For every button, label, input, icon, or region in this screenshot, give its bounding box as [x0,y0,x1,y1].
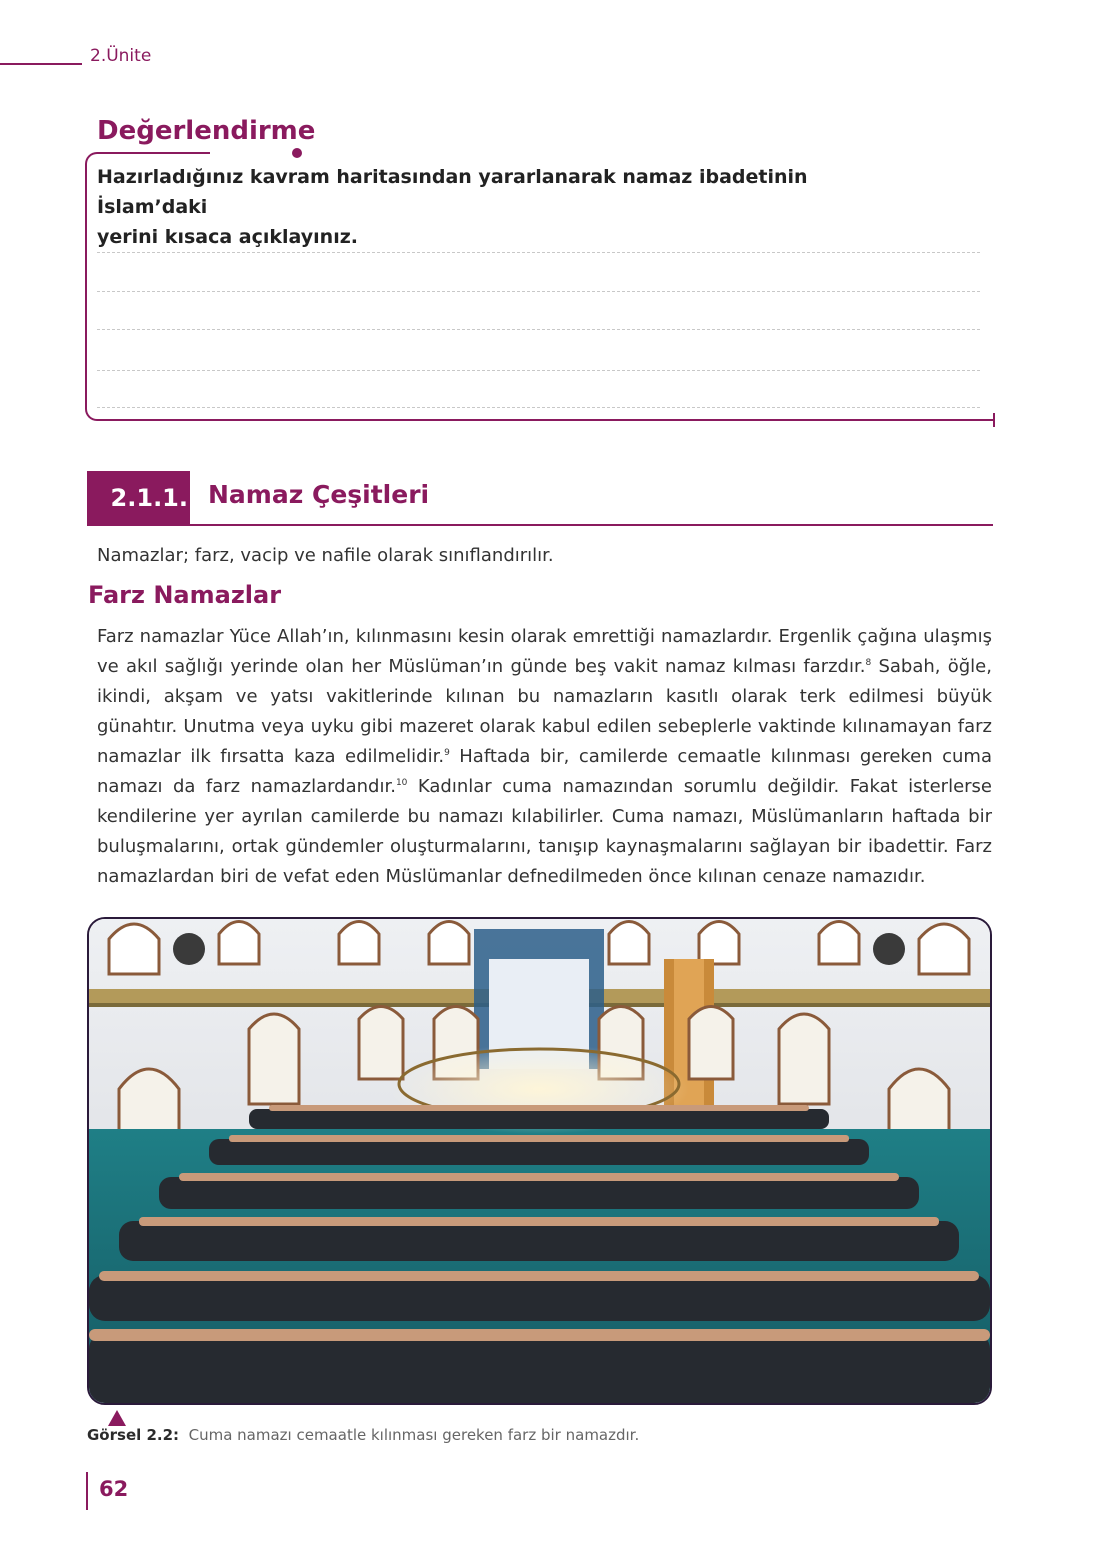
footnote-9[interactable]: 9 [444,748,450,758]
body-paragraph [97,622,992,892]
answer-line-5[interactable] [97,407,980,408]
section-title: Namaz Çeşitleri [208,480,430,509]
figure-caption [87,1426,639,1444]
unit-label: 2.Ünite [90,46,152,66]
mosque-prayer-photo [87,917,992,1405]
section-rule [190,524,993,526]
para-part-4: Kadınlar cuma namazından sorumlu değildir. Fakat isterlerse kendilerine yer ayrılan camilerde bu namazı kılabilirler. Cuma namazı, Müslümanların haftada bir buluşmalarını, ortak gündemler oluşturmalarını, tanışıp kaynaşmalarını sağlayan bir ibadettir. Farz namazlardan biri de vefat eden Müslümanlar defnedilmeden önce kılınan cenaze namazıdır. [97,776,992,887]
subsection-title: Farz Namazlar [88,581,282,609]
figure-caption-text: Cuma namazı cemaatle kılınması gereken farz bir namazdır. [188,1426,640,1444]
page-number-bar [86,1472,88,1510]
unit-rule [0,63,82,65]
caption-marker-icon [108,1410,126,1426]
section-number: 2.1.1. [87,471,190,526]
evaluation-title: Değerlendirme [97,116,316,146]
evaluation-dot-icon [292,148,302,158]
question-line-2: yerini kısaca açıklayınız. [97,226,358,248]
para-part-1: Farz namazlar Yüce Allah’ın, kılınmasını kesin olarak emrettiği namazlardır. Ergenlik çağına ulaşmış ve akıl sağlığı yerinde olan her Müslüman’ın günde beş vakit namaz kılması farzdır. [97,626,992,677]
answer-line-1[interactable] [97,252,980,253]
question-line-1: Hazırladığınız kavram haritasından yararlanarak namaz ibadetinin İslam’daki [97,166,808,218]
para-part-3: Haftada bir, camilerde cemaatle kılınması gereken cuma namazı da farz namazlardandır. [97,746,992,797]
evaluation-box-gap [210,150,1000,156]
answer-line-3[interactable] [97,329,980,330]
figure-label: Görsel 2.2: [87,1426,180,1444]
answer-line-4[interactable] [97,370,980,371]
footnote-8[interactable]: 8 [865,658,872,668]
intro-text: Namazlar; farz, vacip ve nafile olarak sınıflandırılır. [97,545,554,566]
page-number: 62 [99,1477,129,1501]
para-part-2: Sabah, öğle, ikindi, akşam ve yatsı vakitlerinde kılınan bu namazların kasıtlı olarak terk edilmesi büyük günahtır. Unutma veya uyku gibi mazeret olarak kabul edilen sebeplerle vaktinde kılınamayan farz namazlar ilk fırsatta kaza edilmelidir. [97,656,992,767]
answer-line-2[interactable] [97,291,980,292]
evaluation-question [97,162,917,252]
footnote-10[interactable]: 10 [395,778,408,788]
